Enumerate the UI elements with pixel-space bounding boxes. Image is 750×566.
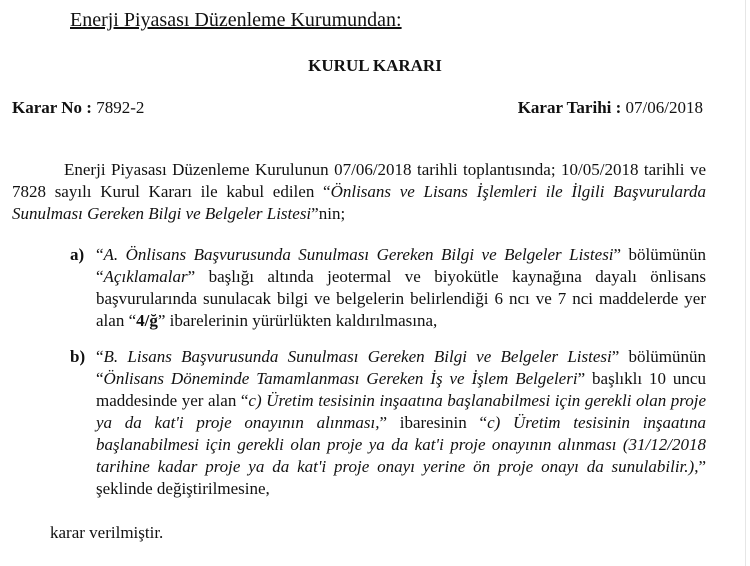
item-a — [70, 244, 706, 332]
decision-date — [518, 97, 703, 119]
intro-text: Enerji Piyasası Düzenleme Kurulunun 07/06/2018 tarihli toplantısında; 10/05/2018 tarihli ve 7828 sayılı Kurul Kararı ile kabul edilen “ — [12, 160, 706, 201]
item-a-italic1: A. Önlisans Başvurusunda Sunulması Gereken Bilgi ve Belgeler Listesi — [103, 245, 614, 264]
item-a-text — [96, 244, 706, 332]
item-b-part2: ” bölümünün “ — [96, 347, 706, 388]
decision-date-value: 07/06/2018 — [625, 98, 703, 117]
closing-text: karar verilmiştir. — [50, 523, 164, 542]
item-a-part3: ” başlığı altında jeotermal ve biyokütle kaynağına dayalı önlisans başvurularında sunulacak bilgi ve belgelerin belirlendiği 6 ncı ve 7 nci maddelerde yer alan “ — [96, 267, 706, 330]
decision-date-label: Karar Tarihi : — [517, 98, 622, 117]
item-b-text — [96, 346, 706, 500]
item-a-part2: ” bölümünün “ — [96, 245, 706, 286]
item-a-part1: “ — [96, 245, 104, 264]
intro-paragraph — [12, 159, 706, 225]
item-a-marker: a) — [70, 245, 85, 264]
item-b-part3: ” başlıklı 10 uncu maddesinde yer alan “ — [96, 369, 706, 410]
decision-number-label: Karar No : — [12, 98, 92, 117]
page-edge-line — [745, 0, 746, 566]
item-b-marker: b) — [70, 347, 86, 366]
item-b-italic3: c) Üretim tesisinin inşaatına başlanabilmesi için gerekli olan proje ya da kat'i proje onayının alınması, — [96, 391, 706, 432]
decision-number — [12, 97, 144, 119]
item-b-italic2: Önlisans Döneminde Tamamlanması Gereken İş ve İşlem Belgeleri — [103, 369, 578, 388]
decision-number-value: 7892-2 — [96, 98, 145, 117]
item-b-italic4: c) Üretim tesisinin inşaatına başlanabilmesi için gerekli olan proje ya da kat'i proje onayının alınması (31/12/2018 tarihine kadar proje ya da kat'i proje onayı yerine ön proje onayı da sunulabilir.) — [96, 413, 706, 476]
item-b-italic1: B. Lisans Başvurusunda Sunulması Gereken Bilgi ve Belgeler Listesi — [103, 347, 612, 366]
item-a-italic2: Açıklamalar — [103, 267, 188, 286]
item-b-part4: ” ibaresinin “ — [379, 413, 488, 432]
item-b-part5: ,” şeklinde değiştirilmesine, — [96, 457, 706, 498]
intro-suffix: ”nin; — [311, 204, 346, 223]
item-b-part1: “ — [96, 347, 104, 366]
item-a-part4: ” ibarelerinin yürürlükten kaldırılmasına, — [157, 311, 438, 330]
board-decision-title: KURUL KARARI — [308, 56, 442, 75]
item-a-bold1: 4/ğ — [136, 311, 158, 330]
item-b — [70, 346, 706, 500]
institution-heading: Enerji Piyasası Düzenleme Kurumundan: — [70, 9, 402, 31]
intro-italic-title: Önlisans ve Lisans İşlemleri ile İlgili Başvurularda Sunulması Gereken Bilgi ve Belgeler Listesi — [12, 182, 706, 223]
